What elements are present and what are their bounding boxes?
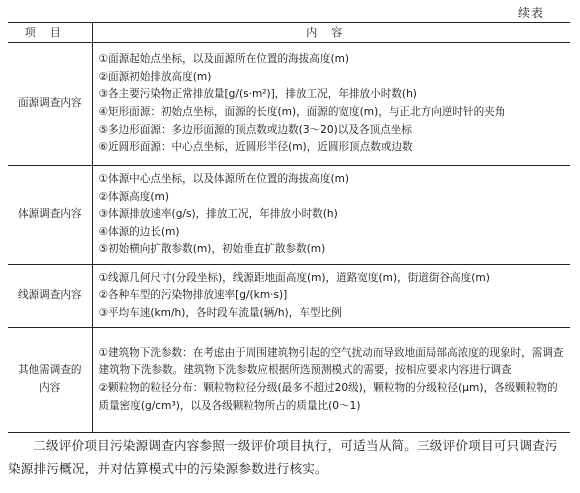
header-item: 项目 [8, 23, 92, 43]
row-item-other: 其他需调查的内容 [8, 328, 92, 433]
content-line: ①面源起始点坐标，以及面源所在位置的海拔高度(m) [98, 53, 350, 66]
table-row-line-source [8, 265, 570, 328]
survey-content-table [8, 22, 570, 433]
content-line: ③各主要污染物正常排放量[g/(s·m²)]，排放工况，年排放小时数(h) [98, 88, 417, 101]
table-row-other [8, 328, 570, 433]
continued-table-label: 续表 [517, 6, 544, 20]
content-line: ②各种车型的污染物排放速率[g/(km·s)] [98, 289, 288, 302]
row-item-volume-source: 体源调查内容 [8, 166, 92, 265]
table-row-area-source [8, 43, 570, 166]
content-line: ②面源初始排放高度(m) [98, 70, 212, 83]
content-line: ⑥近圆形面源：中心点坐标，近圆形半径(m)，近圆形顶点数或边数 [98, 141, 413, 154]
row-item-area-source: 面源调查内容 [8, 43, 92, 166]
row-content-volume-source [92, 166, 570, 265]
content-line: ①体源中心点坐标，以及体源所在位置的海拔高度(m) [98, 173, 350, 186]
content-paragraph: ①建筑物下洗参数：在考虑由于周围建筑物引起的空气扰动而导致地面局部高浓度的现象时，需调查建筑物下洗参数。建筑物下洗参数应根据所选预测模式的需要，按相应要求内容进行调查 [98, 346, 564, 377]
row-content-area-source [92, 43, 570, 166]
content-line: ③体源排放速率(g/s)，排放工况，年排放小时数(h) [98, 208, 338, 221]
row-item-line-source: 线源调查内容 [8, 265, 92, 328]
row-content-line-source [92, 265, 570, 328]
header-content: 内容 [92, 23, 570, 43]
content-line: ②体源高度(m) [98, 190, 169, 203]
table-header-row [8, 23, 570, 43]
content-line: ④矩形面源：初始点坐标，面源的长度(m)，面源的宽度(m)，与正北方向逆时针的夹角 [98, 106, 506, 118]
content-line: ⑤多边形面源：多边形面源的顶点数或边数(3～20)以及各顶点坐标 [98, 123, 412, 136]
content-line: ①线源几何尺寸(分段坐标)，线源距地面高度(m)，道路宽度(m)，街道街谷高度(m) [98, 271, 490, 284]
content-line: ③平均车速(km/h)，各时段车流量(辆/h)，车型比例 [98, 306, 342, 319]
content-line: ④体源的边长(m) [98, 225, 180, 238]
footer-paragraph: 二级评价项目污染源调查内容参照一级评价项目执行，可适当从简。三级评价项目可只调查污染源排污概况，并对估算模式中的污染源参数进行核实。 [8, 438, 558, 476]
content-line: ⑤初始横向扩散参数(m)，初始垂直扩散参数(m) [98, 243, 326, 256]
content-paragraph: ②颗粒物的粒径分布：颗粒物粒径分级(最多不超过20级)，颗粒物的分级粒径(μm)，各级颗粒物的质量密度(g/cm³)，以及各级颗粒物所占的质量比(0～1) [98, 382, 558, 412]
table-row-volume-source [8, 166, 570, 265]
row-content-other [92, 328, 570, 433]
